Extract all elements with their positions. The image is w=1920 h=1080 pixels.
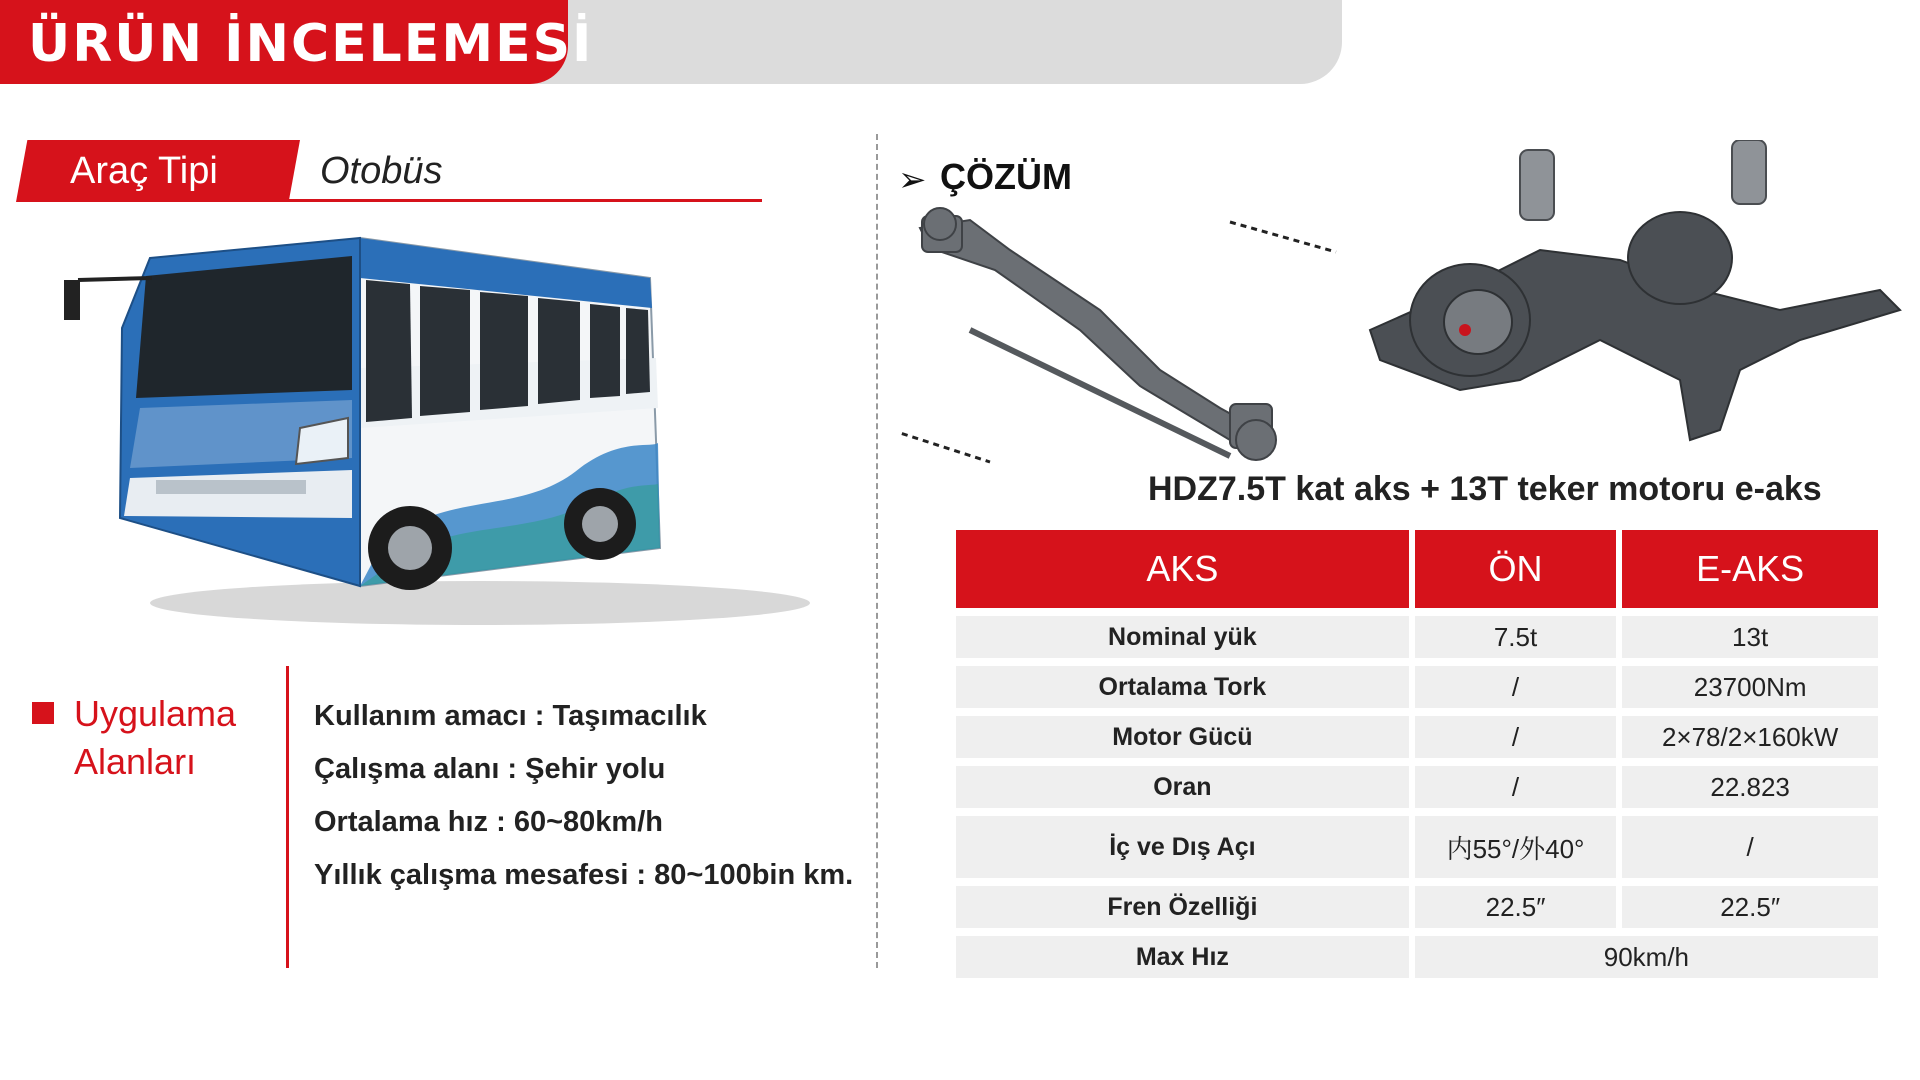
spec-table xyxy=(950,522,1884,986)
page-title: ÜRÜN İNCELEMESİ xyxy=(28,14,594,74)
application-title-line1: Uygulama xyxy=(74,693,237,734)
row-label: Ortalama Tork xyxy=(956,666,1409,708)
solution-title: ÇÖZÜM xyxy=(940,156,1072,197)
bus-image xyxy=(60,218,860,638)
row-label: Fren Özelliği xyxy=(956,886,1409,928)
table-row xyxy=(956,766,1878,808)
axle-image xyxy=(900,140,1910,480)
list-item: Ortalama hız : 60~80km/h xyxy=(314,806,663,838)
cell-front: / xyxy=(1415,666,1617,708)
vertical-divider xyxy=(876,134,878,968)
cell-front: / xyxy=(1415,716,1617,758)
list-item: Çalışma alanı : Şehir yolu xyxy=(314,753,666,785)
bullet-square-icon xyxy=(32,702,54,724)
application-title xyxy=(74,690,236,786)
cell-front: 7.5t xyxy=(1415,616,1617,658)
application-title-line2: Alanları xyxy=(74,741,197,782)
cell-eaxle: / xyxy=(1622,816,1878,878)
solution-caption: HDZ7.5T kat aks + 13T teker motoru e-aks xyxy=(1148,470,1822,508)
table-row xyxy=(956,886,1878,928)
cell-front: 内55°/外40° xyxy=(1415,816,1617,878)
cell-eaxle: 23700Nm xyxy=(1622,666,1878,708)
cell-merged: 90km/h xyxy=(1415,936,1878,978)
arrow-right-icon: ➢ xyxy=(898,161,927,199)
cell-eaxle: 22.823 xyxy=(1622,766,1878,808)
table-header-row xyxy=(956,530,1878,608)
table-row xyxy=(956,716,1878,758)
col-header-eaxle: E-AKS xyxy=(1622,530,1878,608)
table-row xyxy=(956,936,1878,978)
col-header-front: ÖN xyxy=(1415,530,1617,608)
table-row xyxy=(956,616,1878,658)
row-label: Nominal yük xyxy=(956,616,1409,658)
application-list xyxy=(314,690,853,902)
list-item: Kullanım amacı : Taşımacılık xyxy=(314,700,707,732)
col-header-aks: AKS xyxy=(956,530,1409,608)
row-label: İç ve Dış Açı xyxy=(956,816,1409,878)
vehicle-type-value: Otobüs xyxy=(320,150,443,192)
table-row xyxy=(956,666,1878,708)
application-separator xyxy=(286,666,289,968)
row-label: Motor Gücü xyxy=(956,716,1409,758)
cell-front: / xyxy=(1415,766,1617,808)
cell-front: 22.5″ xyxy=(1415,886,1617,928)
cell-eaxle: 13t xyxy=(1622,616,1878,658)
cell-eaxle: 22.5″ xyxy=(1622,886,1878,928)
list-item: Yıllık çalışma mesafesi : 80~100bin km. xyxy=(314,859,854,891)
vehicle-type-underline xyxy=(286,199,762,202)
row-label: Max Hız xyxy=(956,936,1409,978)
row-label: Oran xyxy=(956,766,1409,808)
vehicle-type-label: Araç Tipi xyxy=(70,150,218,192)
cell-eaxle: 2×78/2×160kW xyxy=(1622,716,1878,758)
table-row xyxy=(956,816,1878,878)
